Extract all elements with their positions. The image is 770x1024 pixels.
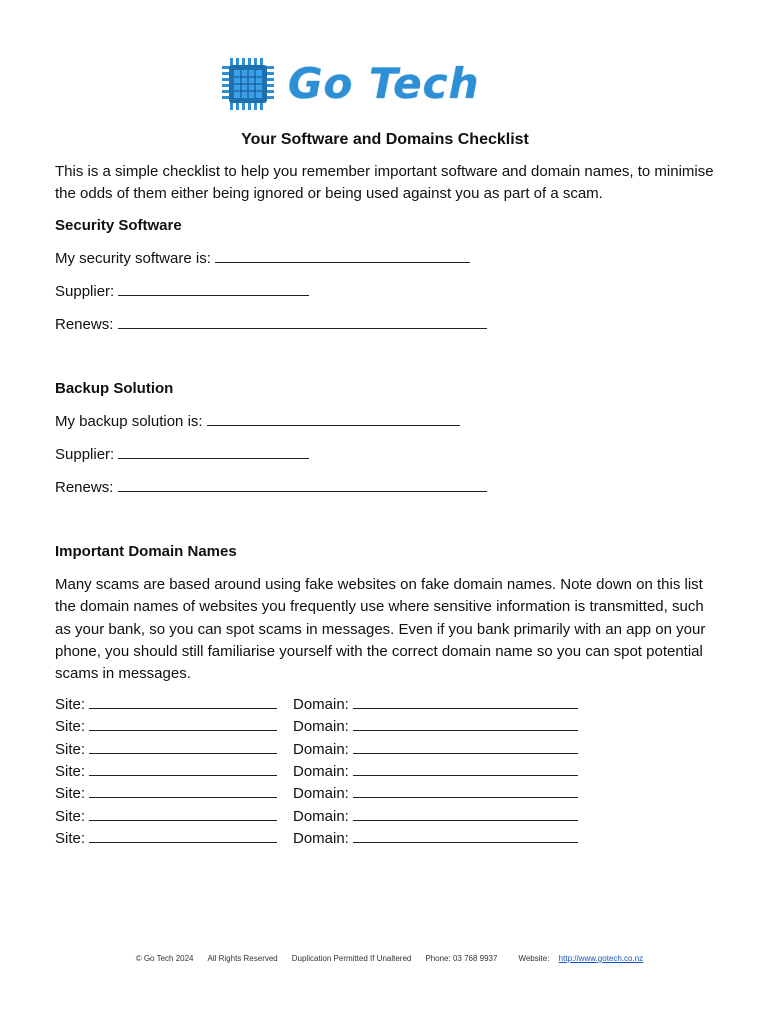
backup-renews-label: Renews: xyxy=(55,478,114,496)
domain-row xyxy=(55,739,720,761)
domain-row xyxy=(55,716,720,738)
domain-label: Domain: xyxy=(293,763,349,781)
go-tech-logo xyxy=(220,56,479,112)
site-label: Site: xyxy=(55,695,86,713)
site-label: Site: xyxy=(55,830,86,848)
footer-website-label: Website: xyxy=(518,954,550,963)
site-label: Site: xyxy=(55,785,86,803)
security-software-label: My security software is: xyxy=(55,249,211,267)
site-label: Site: xyxy=(55,763,86,781)
domain-blank[interactable] xyxy=(353,739,578,754)
backup-solution-label: My backup solution is: xyxy=(55,412,203,430)
site-field[interactable] xyxy=(55,783,293,805)
domain-label: Domain: xyxy=(293,807,349,825)
site-field[interactable] xyxy=(55,828,293,850)
security-supplier-label: Supplier: xyxy=(55,282,115,300)
domain-row xyxy=(55,806,720,828)
logo-wordmark: Go Tech xyxy=(288,59,480,108)
backup-renews-field[interactable] xyxy=(55,477,720,498)
site-blank[interactable] xyxy=(89,716,277,731)
security-renews-blank[interactable] xyxy=(118,314,487,329)
domain-field[interactable] xyxy=(293,761,578,783)
backup-heading: Backup Solution xyxy=(55,379,174,397)
site-field[interactable] xyxy=(55,806,293,828)
domain-row xyxy=(55,828,720,850)
footer-duplication: Duplication Permitted If Unaltered xyxy=(291,954,412,963)
site-field[interactable] xyxy=(55,761,293,783)
backup-supplier-label: Supplier: xyxy=(55,445,115,463)
domain-label: Domain: xyxy=(293,830,349,848)
domain-field[interactable] xyxy=(293,716,578,738)
page-title: Your Software and Domains Checklist xyxy=(241,131,529,148)
site-blank[interactable] xyxy=(89,828,277,843)
security-software-blank[interactable] xyxy=(215,248,470,263)
backup-solution-field[interactable] xyxy=(55,411,720,432)
site-blank[interactable] xyxy=(89,739,277,754)
site-blank[interactable] xyxy=(89,806,277,821)
domain-field[interactable] xyxy=(293,783,578,805)
backup-solution-blank[interactable] xyxy=(207,411,460,426)
domains-description: Many scams are based around using fake websites on fake domain names. Note down on this list the domain names of websites you frequently use where sensitive information is transmitted, such as your bank, so you can spot scams in messages. Even if you bank primarily with an app on your phone, you should still familiarise yourself with the correct domain name so you can spot potential scams in messages. xyxy=(55,575,706,683)
site-field[interactable] xyxy=(55,694,293,716)
footer-phone: Phone: 03 768 9937 xyxy=(425,954,498,963)
domains-heading: Important Domain Names xyxy=(55,542,237,560)
domain-blank[interactable] xyxy=(353,694,578,709)
domain-field[interactable] xyxy=(293,828,578,850)
domain-label: Domain: xyxy=(293,718,349,736)
domain-blank[interactable] xyxy=(353,783,578,798)
domain-field[interactable] xyxy=(293,739,578,761)
domain-blank[interactable] xyxy=(353,828,578,843)
checklist-body xyxy=(55,161,720,851)
footer-rights: All Rights Reserved xyxy=(207,954,278,963)
site-label: Site: xyxy=(55,807,86,825)
domain-label: Domain: xyxy=(293,695,349,713)
domain-row xyxy=(55,694,720,716)
domain-blank[interactable] xyxy=(353,716,578,731)
domain-field[interactable] xyxy=(293,694,578,716)
site-label: Site: xyxy=(55,740,86,758)
page-footer xyxy=(0,941,770,977)
domain-blank[interactable] xyxy=(353,806,578,821)
backup-supplier-blank[interactable] xyxy=(118,444,309,459)
security-heading: Security Software xyxy=(55,216,182,234)
footer-website-link[interactable]: http://www.gotech.co.nz xyxy=(558,954,644,963)
security-supplier-blank[interactable] xyxy=(118,281,309,296)
security-renews-field[interactable] xyxy=(55,314,720,335)
security-supplier-field[interactable] xyxy=(55,281,720,302)
domain-blank[interactable] xyxy=(353,761,578,776)
domain-row xyxy=(55,783,720,805)
microchip-icon xyxy=(220,56,276,112)
site-field[interactable] xyxy=(55,716,293,738)
intro-paragraph: This is a simple checklist to help you remember important software and domain names, to minimise the odds of them either being ignored or being used against you as part of a scam. xyxy=(55,163,714,203)
domain-field[interactable] xyxy=(293,806,578,828)
security-renews-label: Renews: xyxy=(55,315,114,333)
domain-label: Domain: xyxy=(293,785,349,803)
security-software-field[interactable] xyxy=(55,248,720,269)
site-blank[interactable] xyxy=(89,761,277,776)
domain-row xyxy=(55,761,720,783)
site-blank[interactable] xyxy=(89,694,277,709)
site-field[interactable] xyxy=(55,739,293,761)
site-label: Site: xyxy=(55,718,86,736)
domain-label: Domain: xyxy=(293,740,349,758)
backup-renews-blank[interactable] xyxy=(118,477,487,492)
backup-supplier-field[interactable] xyxy=(55,444,720,465)
footer-copyright: © Go Tech 2024 xyxy=(135,954,194,963)
site-blank[interactable] xyxy=(89,783,277,798)
footer-website xyxy=(511,954,643,963)
domain-list xyxy=(55,694,720,851)
